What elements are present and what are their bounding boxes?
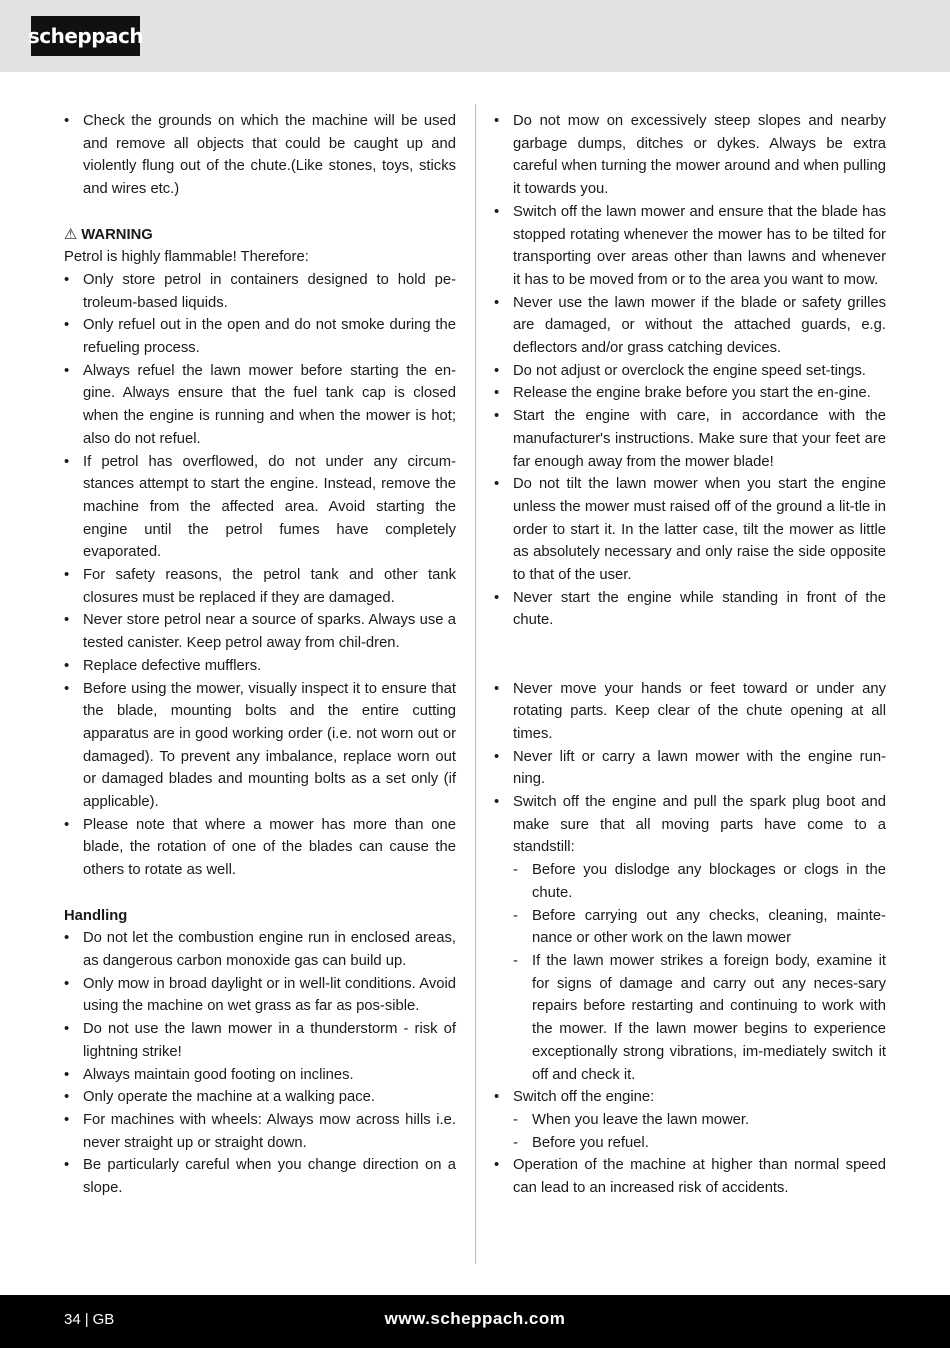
sub-list xyxy=(513,1109,886,1154)
bullet: • xyxy=(494,748,500,765)
left-column xyxy=(64,110,456,1200)
list-item xyxy=(64,1064,456,1087)
bullet: • xyxy=(64,113,70,129)
dash: - xyxy=(513,862,518,879)
list-item-text: When you leave the lawn mower. xyxy=(532,1111,750,1128)
list-item xyxy=(64,609,456,654)
list-item xyxy=(64,269,456,314)
bullet: • xyxy=(64,816,70,833)
list-item xyxy=(494,746,886,791)
list-item xyxy=(64,655,456,678)
sub-list-item xyxy=(513,905,886,950)
column-divider xyxy=(475,104,476,1264)
list-item-text: If petrol has overflowed, do not under any circum-stances attempt to start the engine. Instead, remove the machine from the affected area. Avoid starting the engine until the petrol fumes have completely evaporated. xyxy=(83,453,456,561)
warning-subtitle: Petrol is highly flammable! Therefore: xyxy=(64,249,309,266)
list-item xyxy=(494,382,886,405)
bullet: • xyxy=(494,294,500,311)
bullet: • xyxy=(494,203,500,220)
handling-list xyxy=(64,927,456,1199)
list-item-text: Before using the mower, visually inspect it to ensure that the blade, mounting bolts and the entire cutting apparatus are in good working order (i.e. not worn out or damaged). To prevent any imbalance, replace worn out or damaged blades and mounting bolts as a set only (if applicable). xyxy=(83,680,456,811)
dash: - xyxy=(513,1134,518,1151)
list-item xyxy=(64,927,456,972)
list-item-text: For machines with wheels: Always mow across hills i.e. never straight up or straight down. xyxy=(83,1111,456,1151)
safety-list-a xyxy=(494,110,886,632)
bullet: • xyxy=(64,567,70,584)
list-item-text: Please note that where a mower has more than one blade, the rotation of one of the blades can cause the others to rotate as well. xyxy=(83,816,456,879)
safety-list-b xyxy=(494,678,886,792)
list-item xyxy=(64,360,456,451)
list-item-text: Do not mow on excessively steep slopes and nearby garbage dumps, ditches or dykes. Always be extra careful when turning the mower around and when pulling it towards you. xyxy=(513,113,886,198)
list-item-text: Do not tilt the lawn mower when you start the engine unless the mower must raised off of the ground a lit-tle in order to start it. In the latter case, tilt the mower as little as absolutely necessary and only raise the side opposite to that of the user. xyxy=(513,476,886,584)
bullet: • xyxy=(494,113,500,129)
bullet: • xyxy=(64,271,70,288)
list-item-text: Before you refuel. xyxy=(532,1134,649,1151)
list-item-text: For safety reasons, the petrol tank and other tank closures must be replaced if they are damaged. xyxy=(83,567,456,606)
brand-logo xyxy=(27,16,144,56)
bullet: • xyxy=(64,317,70,334)
list-item-text: Do not let the combustion engine run in enclosed areas, as dangerous carbon monoxide gas can build up. xyxy=(83,930,456,969)
website-url[interactable]: www.scheppach.com xyxy=(384,1309,566,1328)
list-item xyxy=(64,110,456,201)
bullet: • xyxy=(494,1089,500,1106)
language-code: GB xyxy=(92,1311,115,1328)
list-item xyxy=(64,1154,456,1199)
list-item-text: Before carrying out any checks, cleaning, mainte-nance or other work on the lawn mower xyxy=(532,907,886,947)
list-item xyxy=(64,451,456,565)
list-item xyxy=(64,314,456,359)
dash: - xyxy=(513,1111,518,1128)
bullet: • xyxy=(64,1066,70,1083)
bullet: • xyxy=(494,589,500,606)
dash: - xyxy=(513,953,518,969)
header-bar xyxy=(0,0,950,72)
list-item-text: Be particularly careful when you change direction on a slope. xyxy=(83,1157,456,1197)
sub-list-item xyxy=(513,859,886,904)
list-item-text: Only refuel out in the open and do not smoke during the refueling process. xyxy=(83,317,456,357)
list-item-text: Switch off the engine and pull the spark plug boot and make sure that all moving parts have come to a standstill: xyxy=(513,794,886,856)
warning-list xyxy=(64,269,456,882)
list-item-text: Never use the lawn mower if the blade or safety grilles are damaged, or without the attached guards, e.g. deflectors and/or grass catching devices. xyxy=(513,294,886,357)
list-item-text: Never store petrol near a source of sparks. Always use a tested canister. Keep petrol away from chil-dren. xyxy=(83,612,456,652)
sub-list-item xyxy=(513,950,886,1086)
list-item xyxy=(64,1018,456,1063)
bullet: • xyxy=(64,1021,70,1038)
list-item-text: Release the engine brake before you start the en-gine. xyxy=(513,385,871,402)
warning-heading xyxy=(64,224,456,247)
bullet: • xyxy=(494,794,500,811)
list-item-text: Start the engine with care, in accordance with the manufacturer's instructions. Make sure that your feet are far enough away from the mower blade! xyxy=(513,408,886,470)
list-item-text: Never move your hands or feet toward or under any rotating parts. Keep clear of the chute opening at all times. xyxy=(513,680,886,742)
sub-list-item xyxy=(513,1132,886,1155)
list-item-text: Check the grounds on which the machine will be used and remove all objects that could be caught up and violently flung out of the chute.(Like stones, toys, sticks and wires etc.) xyxy=(83,113,456,198)
list-item-text: Do not use the lawn mower in a thunderstorm - risk of lightning strike! xyxy=(83,1021,456,1060)
list-item-text: Only store petrol in containers designed to hold pe-troleum-based liquids. xyxy=(83,271,456,311)
list-item xyxy=(494,587,886,632)
list-item-text: Before you dislodge any blockages or clogs in the chute. xyxy=(532,862,886,901)
list-item xyxy=(494,292,886,360)
dash: - xyxy=(513,907,518,924)
list-item-text: Only mow in broad daylight or in well-lit conditions. Avoid using the machine on wet grass as far as pos-sible. xyxy=(83,975,456,1015)
bullet: • xyxy=(64,612,70,629)
warning-title: WARNING xyxy=(81,226,153,243)
list-item-text: Never start the engine while standing in front of the chute. xyxy=(513,589,886,629)
bullet: • xyxy=(64,453,70,470)
list-item-text: Operation of the machine at higher than normal speed can lead to an increased risk of accidents. xyxy=(513,1157,886,1197)
logo-text: scheppach xyxy=(27,24,144,48)
list-item-text: Always maintain good footing on inclines. xyxy=(83,1066,354,1083)
bullet: • xyxy=(494,362,500,379)
bullet: • xyxy=(64,930,70,947)
footer-separator: | xyxy=(84,1311,89,1328)
list-item xyxy=(494,1154,886,1199)
list-item xyxy=(64,1086,456,1109)
spacer xyxy=(64,882,456,905)
bullet: • xyxy=(494,680,500,697)
bullet: • xyxy=(64,680,70,697)
list-item-text: Switch off the lawn mower and ensure that the blade has stopped rotating whenever the mower has to be tilted for transporting over areas other than lawns and whenever it has to be moved from or to the area you want to mow. xyxy=(513,203,886,288)
list-item-text: If the lawn mower strikes a foreign body, examine it for signs of damage and carry out any neces-sary repairs before restarting and continuing to work with the mower. If the lawn mower begins to experience exceptionally strong vibrations, im-mediately switch it off and check it. xyxy=(532,953,886,1083)
list-item-text: Switch off the engine: xyxy=(513,1089,655,1106)
bullet: • xyxy=(494,385,500,402)
list-item xyxy=(64,814,456,882)
intro-list xyxy=(64,110,456,201)
list-item xyxy=(494,110,886,201)
bullet: • xyxy=(64,362,70,379)
safety-list-c xyxy=(494,791,886,1200)
list-item xyxy=(494,1086,886,1154)
list-item xyxy=(494,791,886,1086)
right-column xyxy=(494,110,886,1200)
spacer xyxy=(64,201,456,224)
list-item-text: Replace defective mufflers. xyxy=(83,657,262,674)
sub-list-item xyxy=(513,1109,886,1132)
bullet: • xyxy=(494,408,500,425)
list-item xyxy=(64,564,456,609)
bullet: • xyxy=(64,1157,70,1174)
list-item xyxy=(494,201,886,292)
spacer xyxy=(494,632,886,677)
bullet: • xyxy=(64,1089,70,1106)
bullet: • xyxy=(494,476,500,493)
list-item xyxy=(64,1109,456,1154)
warning-triangle-icon: ⚠ xyxy=(64,226,78,243)
footer-bar xyxy=(0,1295,950,1348)
bullet: • xyxy=(494,1157,500,1174)
page-number: 34 xyxy=(64,1311,81,1328)
sub-list xyxy=(513,859,886,1086)
list-item xyxy=(494,360,886,383)
handling-heading: Handling xyxy=(64,907,128,924)
list-item xyxy=(64,678,456,814)
list-item-text: Never lift or carry a lawn mower with the engine run-ning. xyxy=(513,748,886,788)
list-item xyxy=(494,678,886,746)
list-item xyxy=(494,405,886,473)
bullet: • xyxy=(64,975,70,992)
list-item-text: Do not adjust or overclock the engine speed set-tings. xyxy=(513,362,866,379)
bullet: • xyxy=(64,1111,70,1128)
list-item xyxy=(64,973,456,1018)
bullet: • xyxy=(64,657,70,674)
list-item-text: Only operate the machine at a walking pace. xyxy=(83,1089,376,1106)
list-item-text: Always refuel the lawn mower before starting the en-gine. Always ensure that the fuel tank cap is closed when the engine is running and when the mower is hot; also do not refuel. xyxy=(83,362,456,447)
list-item xyxy=(494,473,886,587)
